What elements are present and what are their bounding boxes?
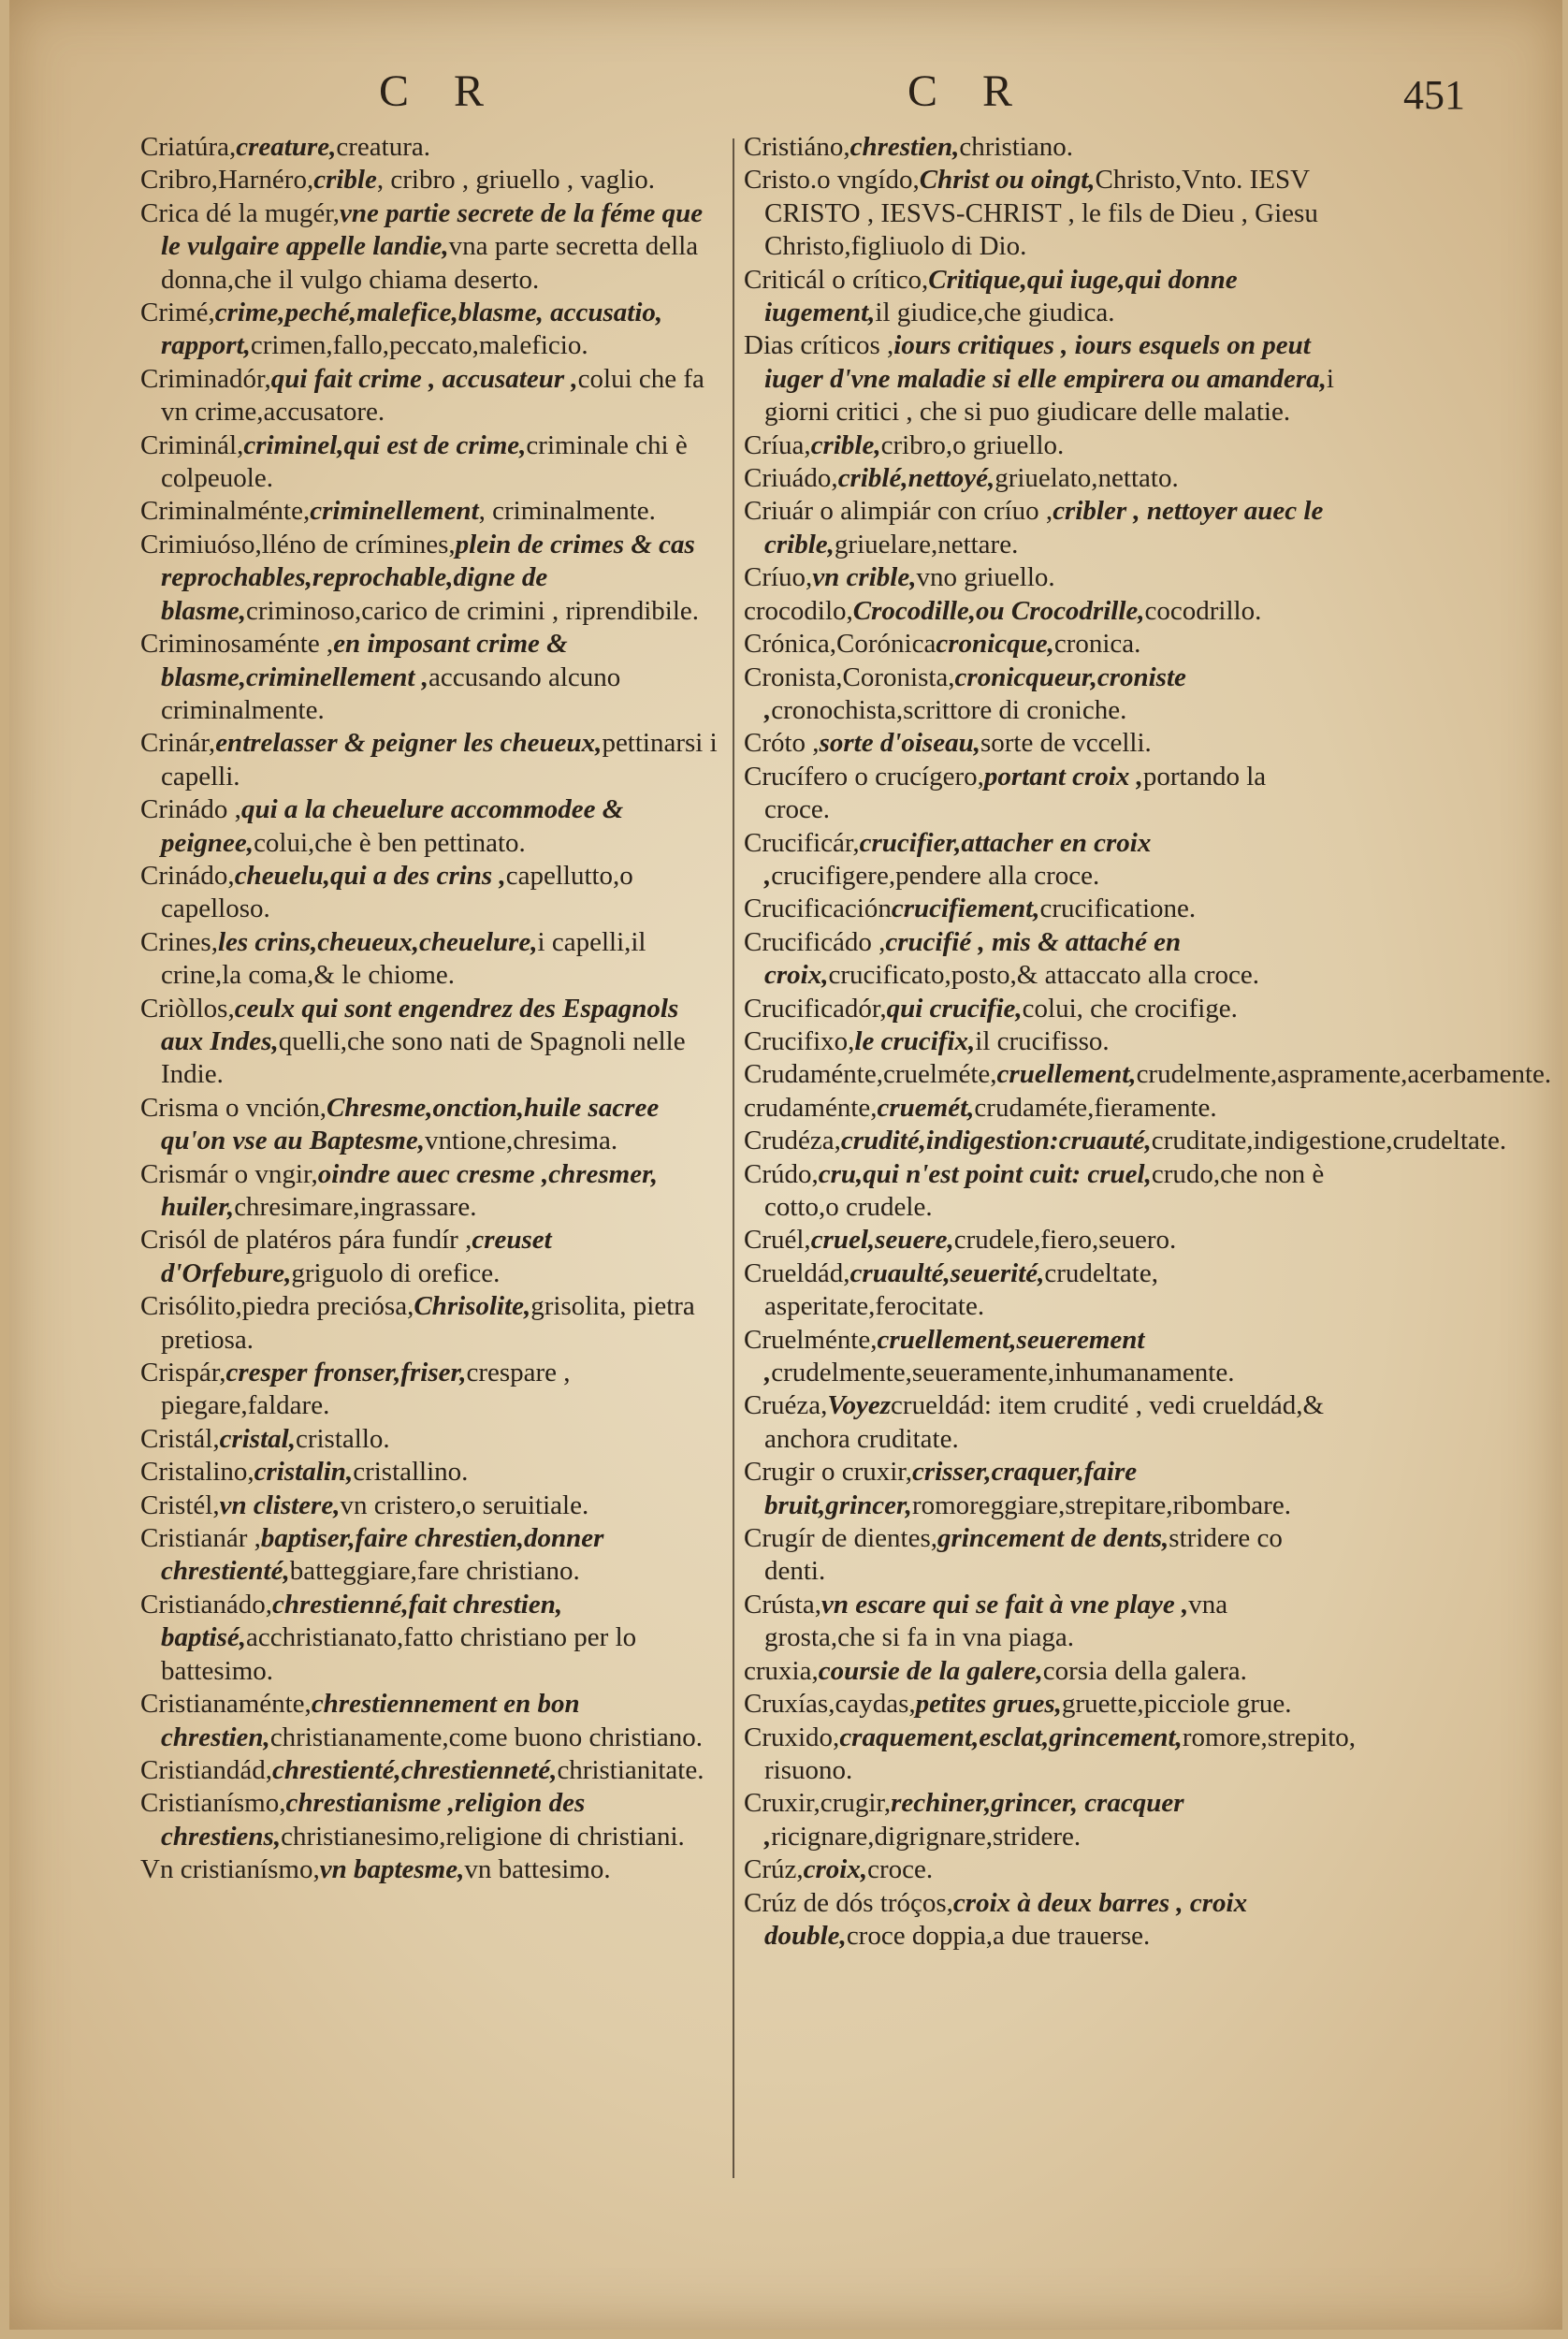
- italian-gloss: cocodrillo.: [1144, 595, 1262, 626]
- french-gloss: vn baptesme,: [319, 1854, 465, 1885]
- italian-gloss: griguolo di orefice.: [291, 1257, 501, 1288]
- dictionary-entry: [744, 1389, 1338, 1456]
- italian-gloss: stridere co denti.: [764, 1523, 1283, 1587]
- dictionary-entry: [140, 1423, 725, 1456]
- italian-gloss: il crucifisso.: [975, 1025, 1110, 1056]
- dictionary-entry: [140, 793, 725, 860]
- headword: Cristiandád,: [140, 1754, 272, 1785]
- italian-gloss: creatura.: [336, 132, 430, 162]
- headword: Cribro,Harnéro,: [140, 165, 314, 196]
- french-gloss: crime,peché,malefice,blasme, accusatio, rapport,: [161, 298, 663, 361]
- dictionary-entry: [140, 429, 725, 496]
- italian-gloss: christiano.: [959, 132, 1074, 162]
- headword: Crúdo,: [744, 1158, 819, 1189]
- dictionary-entry: [140, 727, 725, 793]
- french-gloss: plein de crimes & cas reprochables,reprochable,digne de blasme,: [161, 529, 695, 626]
- french-gloss: criminel,qui est de crime,: [243, 429, 527, 460]
- dictionary-entry: [744, 1589, 1338, 1655]
- french-gloss: cruaulté,seuerité,: [849, 1257, 1045, 1288]
- headword: Criminadór,: [140, 363, 271, 394]
- headword: Crismár o vngir,: [140, 1158, 318, 1189]
- french-gloss: crible: [313, 165, 377, 196]
- italian-gloss: sorte de vccelli.: [980, 728, 1152, 759]
- french-gloss: cheuelu,qui a des crins ,: [234, 860, 506, 891]
- italian-gloss: corsia della galera.: [1042, 1655, 1247, 1686]
- french-gloss: vn crible,: [812, 562, 917, 593]
- headword: Cristál,: [140, 1423, 220, 1454]
- headword: Crucificación: [744, 893, 892, 924]
- dictionary-entry: [140, 1489, 725, 1522]
- dictionary-entry: [744, 1456, 1338, 1522]
- headword: Cruél,: [744, 1225, 811, 1256]
- italian-gloss: griuelare,nettare.: [834, 529, 1019, 559]
- italian-gloss: criminale chi è colpeuole.: [161, 429, 688, 494]
- dictionary-entry: [744, 761, 1338, 827]
- dictionary-entry: [744, 264, 1338, 330]
- italian-gloss: colui,che è ben pettinato.: [254, 827, 526, 858]
- french-gloss: criminellement: [310, 496, 479, 527]
- italian-gloss: vntione,chresima.: [424, 1126, 618, 1156]
- headword: Crisma o vnción,: [140, 1092, 327, 1123]
- headword: Criuár o alimpiár con críuo ,: [744, 496, 1053, 527]
- headword: Críuo,: [744, 562, 813, 593]
- dictionary-entry: [744, 561, 1338, 594]
- italian-gloss: griuelato,nettato.: [995, 463, 1179, 494]
- italian-gloss: vna grosta,che si fa in vna piaga.: [764, 1589, 1228, 1653]
- italian-gloss: crudaméte,fieramente.: [974, 1092, 1217, 1123]
- french-gloss: chrestiennement en bon chrestien,: [161, 1689, 580, 1752]
- headword: Crúz,: [744, 1854, 804, 1885]
- headword: Crueldád,: [744, 1257, 850, 1288]
- french-gloss: cribler , nettoyer auec le crible,: [764, 496, 1324, 559]
- italian-gloss: i giorni critici , che si puo giudicare delle malatie.: [764, 363, 1334, 428]
- italian-gloss: , criminalmente.: [478, 496, 656, 527]
- headword: Cristianaménte,: [140, 1689, 312, 1720]
- dictionary-entry: [744, 1324, 1338, 1390]
- dictionary-entry: [140, 1456, 725, 1489]
- dictionary-entry: [744, 628, 1338, 661]
- italian-gloss: i capelli,il crine,la coma,& le chiome.: [161, 926, 646, 991]
- headword: Crústa,: [744, 1589, 821, 1620]
- headword: Crudéza,: [744, 1126, 841, 1156]
- french-gloss: criblé,nettoyé,: [837, 463, 995, 494]
- italian-gloss: colui, che crocifige.: [1022, 993, 1238, 1024]
- dictionary-entry: [744, 495, 1338, 561]
- dictionary-entry: [140, 529, 725, 628]
- page-header: [9, 65, 1568, 131]
- headword: Crucificádo ,: [744, 926, 886, 957]
- headword: Dias críticos ,: [744, 330, 894, 361]
- italian-gloss: cronica.: [1053, 629, 1141, 660]
- french-gloss: creature,: [236, 132, 337, 162]
- dictionary-entry: [140, 1754, 725, 1787]
- italian-gloss: crespare , piegare,faldare.: [161, 1358, 571, 1421]
- french-gloss: crisser,craquer,faire bruit,grincer,: [764, 1457, 1138, 1520]
- italian-gloss: crudo,che non è cotto,o crudele.: [764, 1158, 1325, 1222]
- french-gloss: en imposant crime & blasme,criminellement ,: [161, 629, 568, 692]
- french-gloss: cresper fronser,friser,: [225, 1358, 467, 1388]
- page-number: 451: [1403, 72, 1465, 118]
- headword: Cruelménte,: [744, 1324, 878, 1355]
- french-gloss: chrestienné,fait chrestien, baptisé,: [161, 1589, 563, 1653]
- headword: Vn cristianísmo,: [140, 1854, 320, 1885]
- right-running-head: C R: [907, 66, 1030, 116]
- french-gloss: cristal,: [219, 1423, 296, 1454]
- french-gloss: crudité,indigestion:cruauté,: [840, 1126, 1152, 1156]
- dictionary-entry: [744, 1224, 1338, 1257]
- headword: Crucificadór,: [744, 993, 887, 1024]
- headword: Crónica,Corónica: [744, 629, 936, 660]
- french-gloss: cronicque,: [936, 629, 1054, 660]
- headword: Crispár,: [140, 1358, 226, 1388]
- italian-gloss: christianamente,come buono christiano.: [269, 1722, 704, 1752]
- headword: Crucífero o crucígero,: [744, 761, 984, 792]
- dictionary-entry: [744, 595, 1338, 628]
- italian-gloss: acchristianato,fatto christiano per lo battesimo.: [161, 1622, 637, 1686]
- dictionary-entry: [744, 131, 1338, 164]
- italian-gloss: croce doppia,a due trauerse.: [846, 1920, 1151, 1951]
- french-gloss: craquement,esclat,grincement,: [839, 1722, 1183, 1752]
- french-gloss: Chrisolite,: [414, 1291, 531, 1322]
- italian-gloss: crudele,fiero,seuero.: [953, 1225, 1177, 1256]
- dictionary-entry: [744, 661, 1338, 728]
- column-divider: [733, 138, 734, 2178]
- headword: Criminalménte,: [140, 496, 311, 527]
- headword: Crucificár,: [744, 827, 860, 858]
- french-gloss: cronicqueur,croniste ,: [764, 661, 1186, 725]
- french-gloss: vn escare qui se fait à vne playe ,: [820, 1589, 1189, 1620]
- french-gloss: cristalin,: [254, 1457, 354, 1488]
- french-gloss: oindre auec cresme ,chresmer, huiler,: [161, 1158, 658, 1222]
- french-gloss: cruellement,seuerement ,: [764, 1324, 1145, 1388]
- italian-gloss: romoreggiare,strepitare,ribombare.: [911, 1489, 1291, 1520]
- french-gloss: ceulx qui sont engendrez des Espagnols aux Indes,: [161, 993, 679, 1056]
- french-gloss: crucifié , mis & attaché en croix,: [764, 926, 1182, 991]
- french-gloss: cruemét,: [877, 1092, 975, 1123]
- italian-gloss: croce.: [867, 1854, 934, 1885]
- french-gloss: crible,: [810, 429, 881, 460]
- dictionary-entry: [744, 1092, 1338, 1125]
- french-gloss: rechiner,grincer, cracquer ,: [764, 1788, 1184, 1852]
- italian-gloss: cristallo.: [295, 1423, 390, 1454]
- french-gloss: grincement de dents,: [936, 1523, 1169, 1554]
- dictionary-entry: [140, 1224, 725, 1290]
- dictionary-entry: [744, 329, 1338, 429]
- headword: Crimiuóso,lléno de crímines,: [140, 529, 456, 559]
- french-gloss: coursie de la galere,: [818, 1655, 1043, 1686]
- headword: Cristalino,: [140, 1457, 254, 1488]
- italian-gloss: cronochista,scrittore di croniche.: [771, 694, 1127, 725]
- dictionary-entry: [140, 164, 725, 196]
- french-gloss: cruellement,: [996, 1059, 1137, 1090]
- italian-gloss: Christo,Vnto. IESV CRISTO , IESVS-CHRIST , le fils de Dieu , Giesu Christo,figliuolo di Dio.: [764, 165, 1318, 262]
- dictionary-entry: [744, 164, 1338, 263]
- headword: Criatúra,: [140, 132, 237, 162]
- italian-gloss: grisolita, pietra pretiosa.: [161, 1291, 695, 1355]
- french-gloss: chrestienté,chrestienneté,: [271, 1754, 558, 1785]
- italian-gloss: vna parte secretta della donna,che il vulgo chiama deserto.: [161, 231, 699, 295]
- italian-gloss: crucifigere,pendere alla croce.: [771, 860, 1100, 891]
- french-gloss: chrestianisme ,religion des chrestiens,: [161, 1788, 586, 1852]
- italian-gloss: , cribro , griuello , vaglio.: [376, 165, 656, 196]
- italian-gloss: capellutto,o capelloso.: [161, 860, 633, 924]
- headword: Crúz de dós tróços,: [744, 1887, 953, 1918]
- dictionary-entry: [140, 926, 725, 993]
- french-gloss: vn clistere,: [219, 1489, 341, 1520]
- headword: Criminosaménte ,: [140, 629, 334, 660]
- french-gloss: le crucifix,: [854, 1025, 976, 1056]
- french-gloss: entrelasser & peigner les cheueux,: [215, 728, 603, 759]
- italian-gloss: christianesimo,religione di christiani.: [281, 1821, 685, 1852]
- italian-gloss: crudelmente,aspramente,acerbamente.: [1136, 1059, 1552, 1090]
- dictionary-entry: [140, 628, 725, 727]
- dictionary-entry: [140, 860, 725, 926]
- italian-gloss: ricignare,digrignare,stridere.: [771, 1821, 1082, 1852]
- headword: Crisól de platéros pára fundír ,: [140, 1225, 472, 1256]
- italian-gloss: vn battesimo.: [464, 1854, 611, 1885]
- dictionary-entry: [744, 1887, 1338, 1954]
- headword: Criuádo,: [744, 463, 838, 494]
- french-gloss: les crins,cheueux,cheuelure,: [217, 926, 538, 957]
- italian-gloss: colui che fa vn crime,accusatore.: [161, 363, 704, 428]
- headword: Crugir o cruxir,: [744, 1457, 913, 1488]
- book-page: [9, 0, 1562, 2330]
- dictionary-entry: [140, 363, 725, 429]
- french-gloss: vne partie secrete de la féme que le vulgaire appelle landie,: [161, 197, 704, 262]
- headword: Cristianísmo,: [140, 1788, 286, 1819]
- dictionary-entry: [744, 727, 1338, 760]
- french-gloss: chrestien,: [849, 132, 960, 162]
- dictionary-entry: [744, 926, 1338, 993]
- french-gloss: cruel,seuere,: [810, 1225, 954, 1256]
- italian-gloss: christianitate.: [557, 1754, 704, 1785]
- dictionary-entry: [140, 1787, 725, 1853]
- french-gloss: qui fait crime , accusateur ,: [270, 363, 578, 394]
- headword: crocodilo,: [744, 595, 853, 626]
- dictionary-entry: [140, 993, 725, 1092]
- left-column: [140, 131, 725, 1887]
- italian-gloss: crudeltate, asperitate,ferocitate.: [764, 1257, 1158, 1322]
- dictionary-entry: [140, 1357, 725, 1423]
- dictionary-entry: [140, 1158, 725, 1225]
- headword: Crica dé la mugér,: [140, 197, 341, 228]
- dictionary-entry: [744, 993, 1338, 1025]
- headword: Crinádo ,: [140, 794, 241, 825]
- headword: Crinádo,: [140, 860, 235, 891]
- headword: Crucifixo,: [744, 1025, 855, 1056]
- headword: Cristél,: [140, 1489, 220, 1520]
- italian-gloss: cristallino.: [353, 1457, 469, 1488]
- italian-gloss: cruditate,indigestione,crudeltate.: [1151, 1126, 1507, 1156]
- dictionary-entry: [140, 1522, 725, 1589]
- dictionary-entry: [140, 1853, 725, 1886]
- headword: Cruxías,caydas,: [744, 1689, 916, 1720]
- headword: Críua,: [744, 429, 811, 460]
- headword: Cristianár ,: [140, 1523, 261, 1554]
- dictionary-entry: [140, 1092, 725, 1158]
- dictionary-entry: [744, 429, 1338, 462]
- italian-gloss: gruette,picciole grue.: [1061, 1689, 1292, 1720]
- italian-gloss: cribro,o griuello.: [880, 429, 1065, 460]
- italian-gloss: quelli,che sono nati de Spagnoli nelle Indie.: [161, 1025, 686, 1090]
- french-gloss: Christ ou oingt,: [919, 165, 1096, 196]
- italian-gloss: chresimare,ingrassare.: [234, 1192, 477, 1222]
- french-gloss: croix,: [803, 1854, 868, 1885]
- french-gloss: cru,qui n'est point cuit: cruel,: [818, 1158, 1152, 1189]
- headword: Cruxido,: [744, 1722, 840, 1752]
- dictionary-entry: [744, 1025, 1338, 1058]
- dictionary-entry: [744, 462, 1338, 495]
- headword: Cróto ,: [744, 728, 820, 759]
- french-gloss: iours critiques , iours esquels on peut iuger d'vne maladie si elle empirera ou amandera,: [764, 330, 1327, 394]
- dictionary-entry: [744, 1058, 1552, 1091]
- headword: Crinár,: [140, 728, 216, 759]
- right-column: [744, 131, 1552, 1953]
- french-gloss: sorte d'oiseau,: [819, 728, 980, 759]
- dictionary-entry: [744, 1158, 1338, 1225]
- headword: Crimé,: [140, 298, 215, 328]
- dictionary-entry: [140, 1589, 725, 1688]
- headword: Cristo.o vngído,: [744, 165, 920, 196]
- headword: Criòllos,: [140, 993, 235, 1024]
- french-gloss: qui a la cheuelure accommodee & peignee,: [161, 794, 624, 858]
- italian-gloss: portando la croce.: [764, 761, 1267, 825]
- headword: Cruxir,crugir,: [744, 1788, 892, 1819]
- italian-gloss: crucificato,posto,& attaccato alla croce.: [828, 960, 1259, 991]
- dictionary-entry: [744, 1257, 1338, 1324]
- headword: cruxia,: [744, 1655, 819, 1686]
- dictionary-entry: [744, 1787, 1338, 1853]
- italian-gloss: vno griuello.: [916, 562, 1055, 593]
- dictionary-entry: [744, 827, 1338, 893]
- headword: Criminál,: [140, 429, 244, 460]
- french-gloss: Voyez: [827, 1390, 892, 1421]
- headword: Crisólito,piedra preciósa,: [140, 1291, 414, 1322]
- dictionary-entry: [140, 197, 725, 297]
- italian-gloss: crucificatione.: [1039, 893, 1197, 924]
- headword: Crudaménte,cruelméte,: [744, 1059, 997, 1090]
- dictionary-entry: [744, 893, 1338, 925]
- dictionary-entry: [744, 1522, 1338, 1589]
- dictionary-entry: [744, 1722, 1357, 1788]
- headword: Cronista,Coronista,: [744, 661, 955, 692]
- french-gloss: qui crucifie,: [886, 993, 1023, 1024]
- french-gloss: crucifiement,: [891, 893, 1040, 924]
- italian-gloss: vn cristero,o seruitiale.: [340, 1489, 589, 1520]
- dictionary-entry: [744, 1655, 1338, 1688]
- dictionary-entry: [140, 1290, 725, 1357]
- headword: Crugír de dientes,: [744, 1523, 937, 1554]
- italian-gloss: pettinarsi i capelli.: [161, 728, 718, 792]
- dictionary-entry: [140, 297, 725, 363]
- italian-gloss: romore,strepito, risuono.: [764, 1722, 1357, 1785]
- italian-gloss: batteggiare,fare christiano.: [289, 1556, 580, 1587]
- headword: Crines,: [140, 926, 218, 957]
- french-gloss: croix à deux barres , croix double,: [764, 1887, 1248, 1951]
- left-running-head: C R: [379, 66, 501, 116]
- french-gloss: Critique,qui iuge,qui donne iugement,: [764, 264, 1238, 328]
- italian-gloss: crudelmente,seueramente,inhumanamente.: [771, 1358, 1235, 1388]
- french-gloss: crucifier,attacher en croix ,: [764, 827, 1152, 891]
- headword: crudaménte,: [744, 1092, 878, 1123]
- headword: Cristianádo,: [140, 1589, 272, 1620]
- french-gloss: creuset d'Orfebure,: [161, 1225, 552, 1288]
- dictionary-entry: [744, 1125, 1507, 1157]
- dictionary-entry: [140, 495, 725, 528]
- french-gloss: portant croix ,: [983, 761, 1143, 792]
- italian-gloss: il giudice,che giudica.: [875, 298, 1115, 328]
- italian-gloss: criminoso,carico de crimini , riprendibile.: [246, 595, 700, 626]
- italian-gloss: accusando alcuno criminalmente.: [161, 661, 621, 725]
- french-gloss: petites grues,: [915, 1689, 1062, 1720]
- italian-gloss: crimen,fallo,peccato,maleficio.: [250, 330, 588, 361]
- headword: Cruéza,: [744, 1390, 828, 1421]
- french-gloss: baptiser,faire chrestien,donner chrestienté,: [161, 1523, 604, 1587]
- dictionary-entry: [744, 1853, 1338, 1886]
- dictionary-entry: [140, 131, 725, 164]
- headword: Criticál o crítico,: [744, 264, 929, 295]
- dictionary-entry: [140, 1688, 725, 1754]
- french-gloss: Chresme,onction,huile sacree qu'on vse au Baptesme,: [161, 1092, 660, 1156]
- headword: Cristiáno,: [744, 132, 850, 162]
- italian-gloss: crueldád: item crudité , vedi crueldád,& anchora cruditate.: [764, 1390, 1325, 1454]
- french-gloss: Crocodille,ou Crocodrille,: [852, 595, 1145, 626]
- dictionary-entry: [744, 1688, 1338, 1721]
